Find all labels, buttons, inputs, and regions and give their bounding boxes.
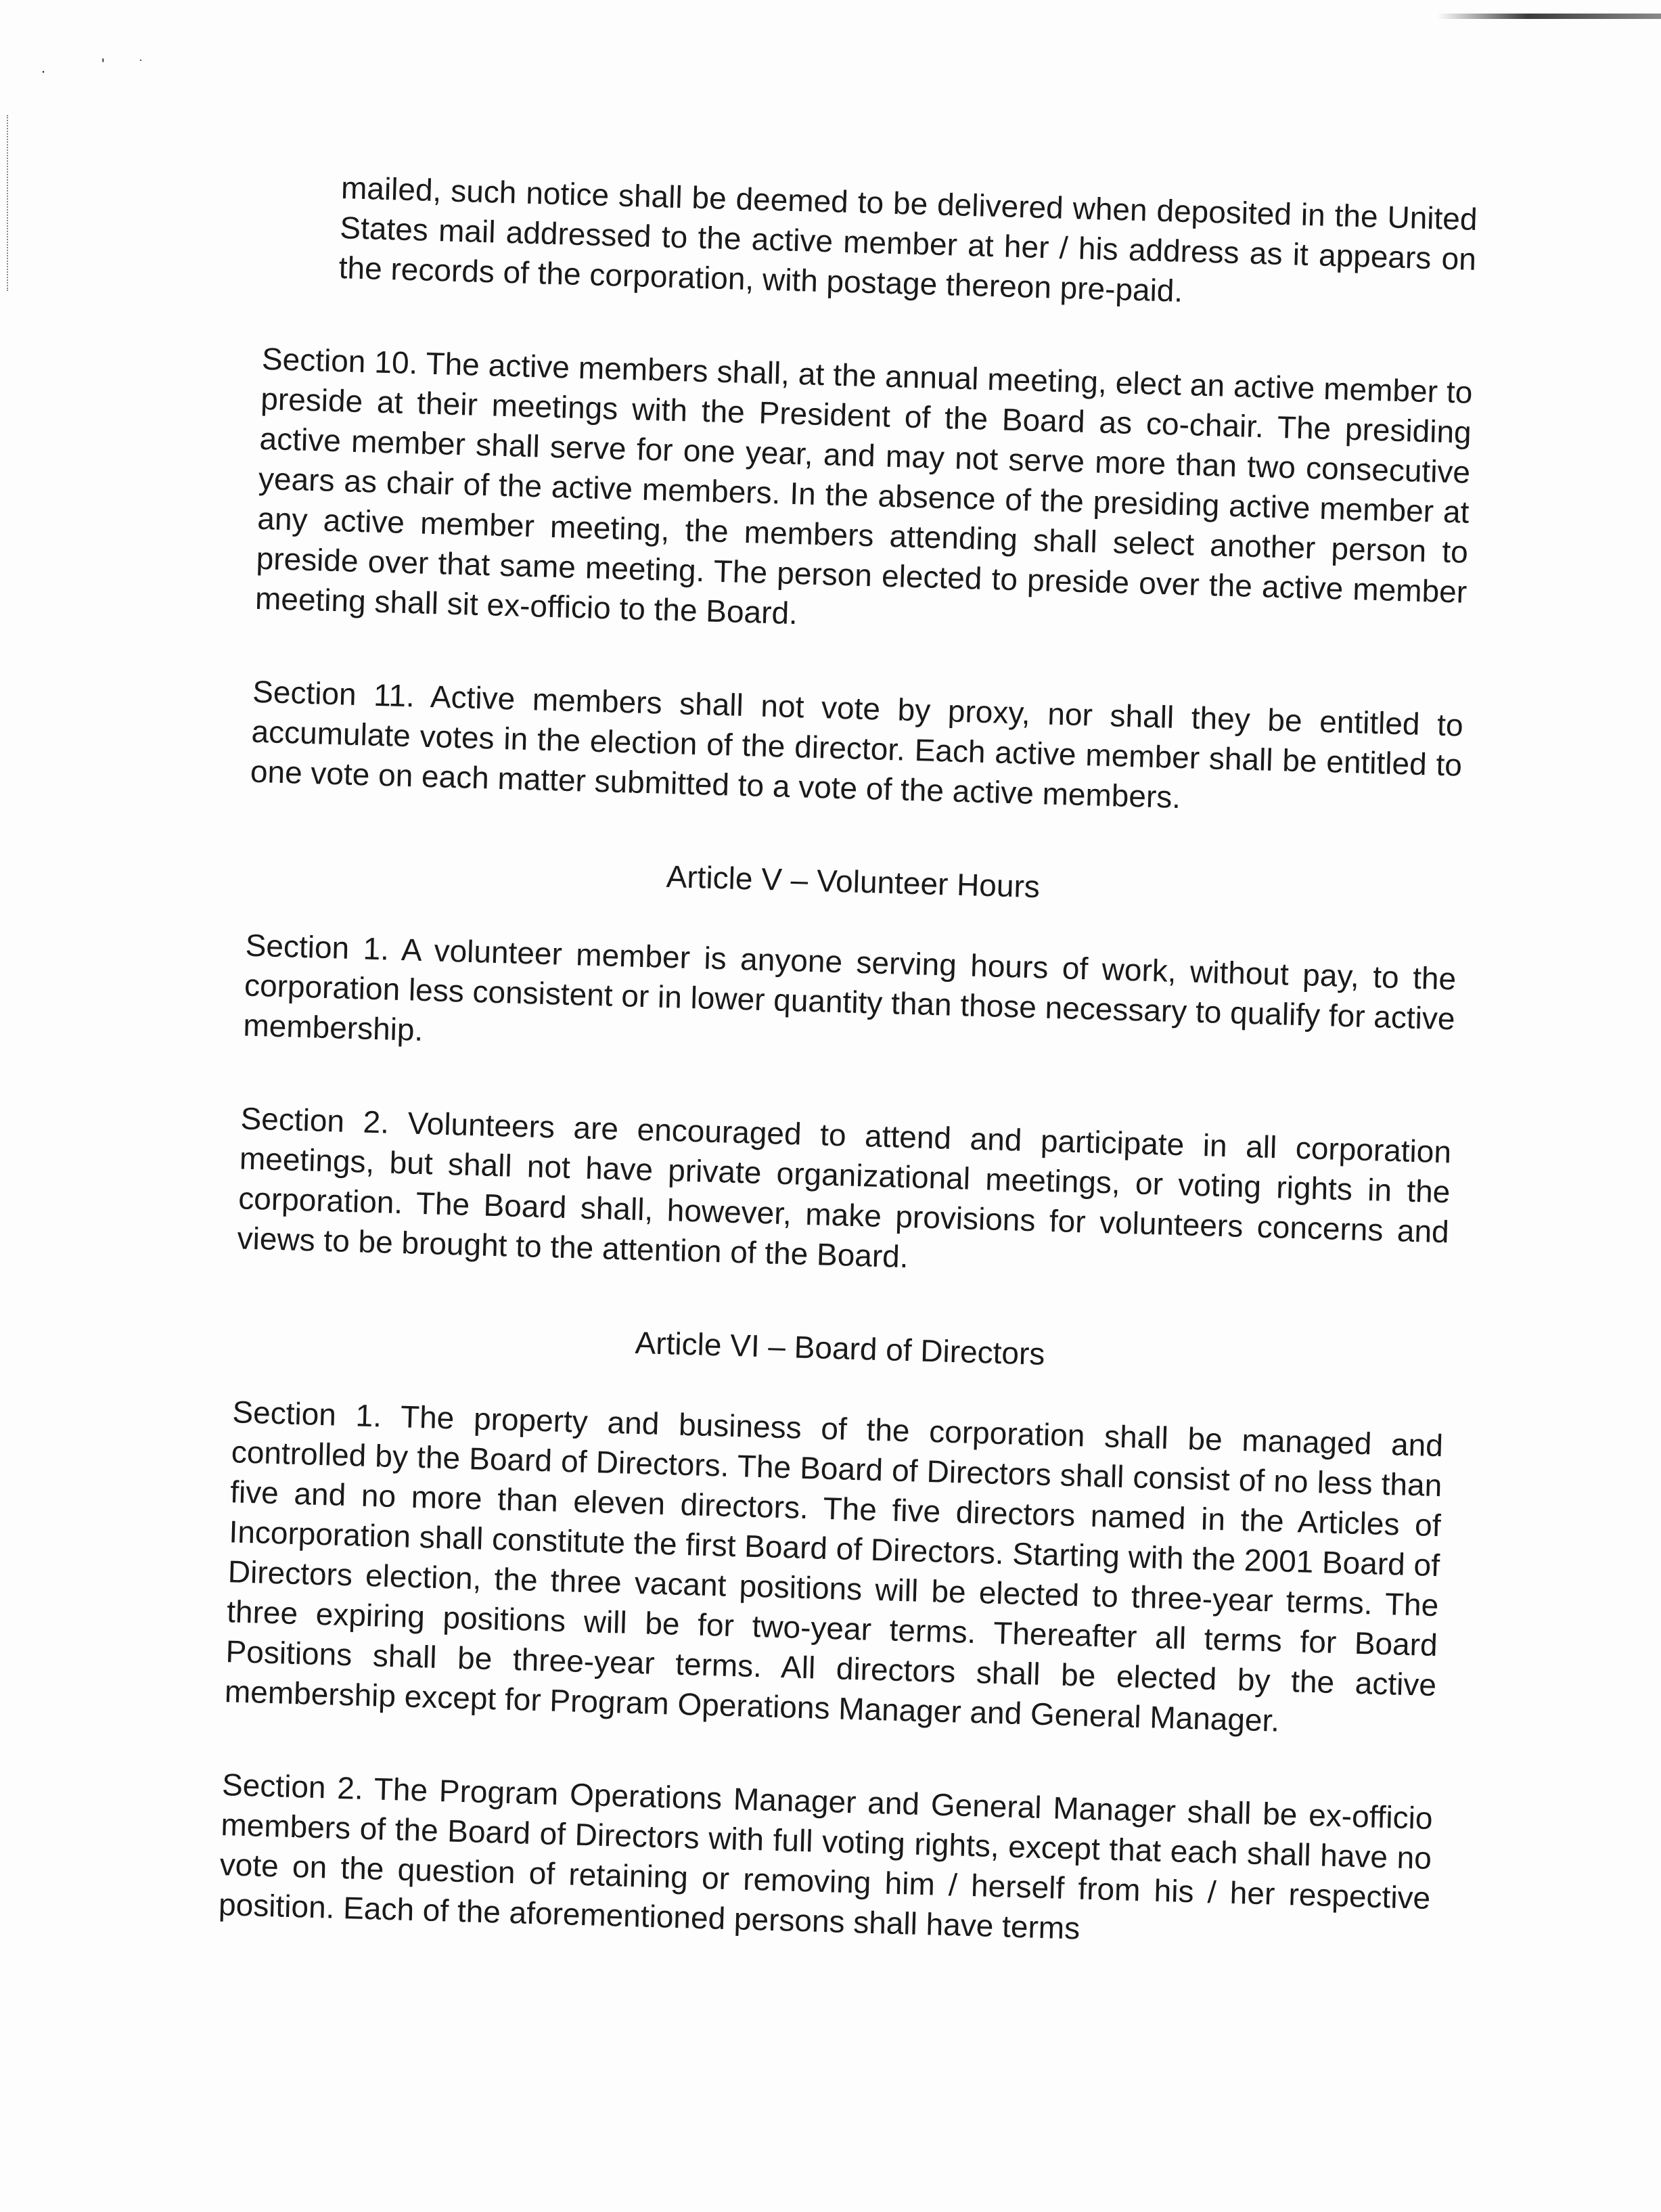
scan-speck: · (139, 53, 143, 66)
document-body (217, 166, 1478, 2012)
paragraph-article-v-section-2: Section 2. Volunteers are encouraged to attend and participate in all corporation meetings, but shall not have private organizational meetings, or voting rights in the corporation. The Board shall, however, make provisions for volunteers concerns and views to be brought to the attention of the Board. (237, 1100, 1452, 1275)
paragraph-article-vi-section-1: Section 1. The property and business of the corporation shall be managed and controlled by the Board of Directors. The Board of Directors shall consist of no less than five and no more than eleven directors. The five directors named in the Articles of Incorporation shall constitute the first Board of Directors. Starting with the 2001 Board of Directors election, the three vacant positions will be elected to three-year terms. The three expiring positions will be for two-year terms. Thereafter all terms for Board Positions shall be three-year terms. All directors shall be elected by the active membership except for Program Operations Manager and General Manager. (224, 1394, 1444, 1738)
scan-artifact-line (1438, 14, 1661, 19)
paragraph-notice-mailed: mailed, such notice shall be deemed to be delivered when deposited in the United States mail addressed to the active member at her / his address as it appears on the records of the corporation, with postage thereon pre-paid. (338, 170, 1478, 309)
paragraph-section-10: Section 10. The active members shall, at the annual meeting, elect an active member to preside at their meetings with the President of the Board as co-chair. The presiding active member shall serve for one year, and may not serve more than two consecutive years as chair of the active members. In the absence of the presiding active member at any active member meeting, the members attending shall select another person to preside over that same meeting. The person elected to preside over the active member meeting shall sit ex-officio to the Board. (254, 340, 1474, 631)
paragraph-section-11: Section 11. Active members shall not vote by proxy, nor shall they be entitled to accumulate votes in the election of the director. Each active member shall be entitled to one vote on each matter submitted to a vote of the active members. (250, 673, 1464, 815)
scan-speck: · (41, 62, 46, 81)
heading-article-vi: Article VI – Board of Directors (634, 1324, 1046, 1372)
paragraph-article-vi-section-2: Section 2. The Program Operations Manager and General Manager shall be ex-officio members of the Board of Directors with full voting rights, except that each shall have no vote on the question of retaining or removing him / herself from his / her respective position. Each of the aforementioned persons shall have terms (218, 1767, 1434, 1946)
paragraph-article-v-section-1: Section 1. A volunteer member is anyone serving hours of work, without pay, to the corporation less consistent or in lower quantity than those necessary to qualify for active membership. (242, 927, 1457, 1047)
heading-article-v: Article V – Volunteer Hours (666, 858, 1041, 905)
scan-edge-dots (7, 115, 10, 291)
scan-speck: ' (101, 55, 105, 74)
